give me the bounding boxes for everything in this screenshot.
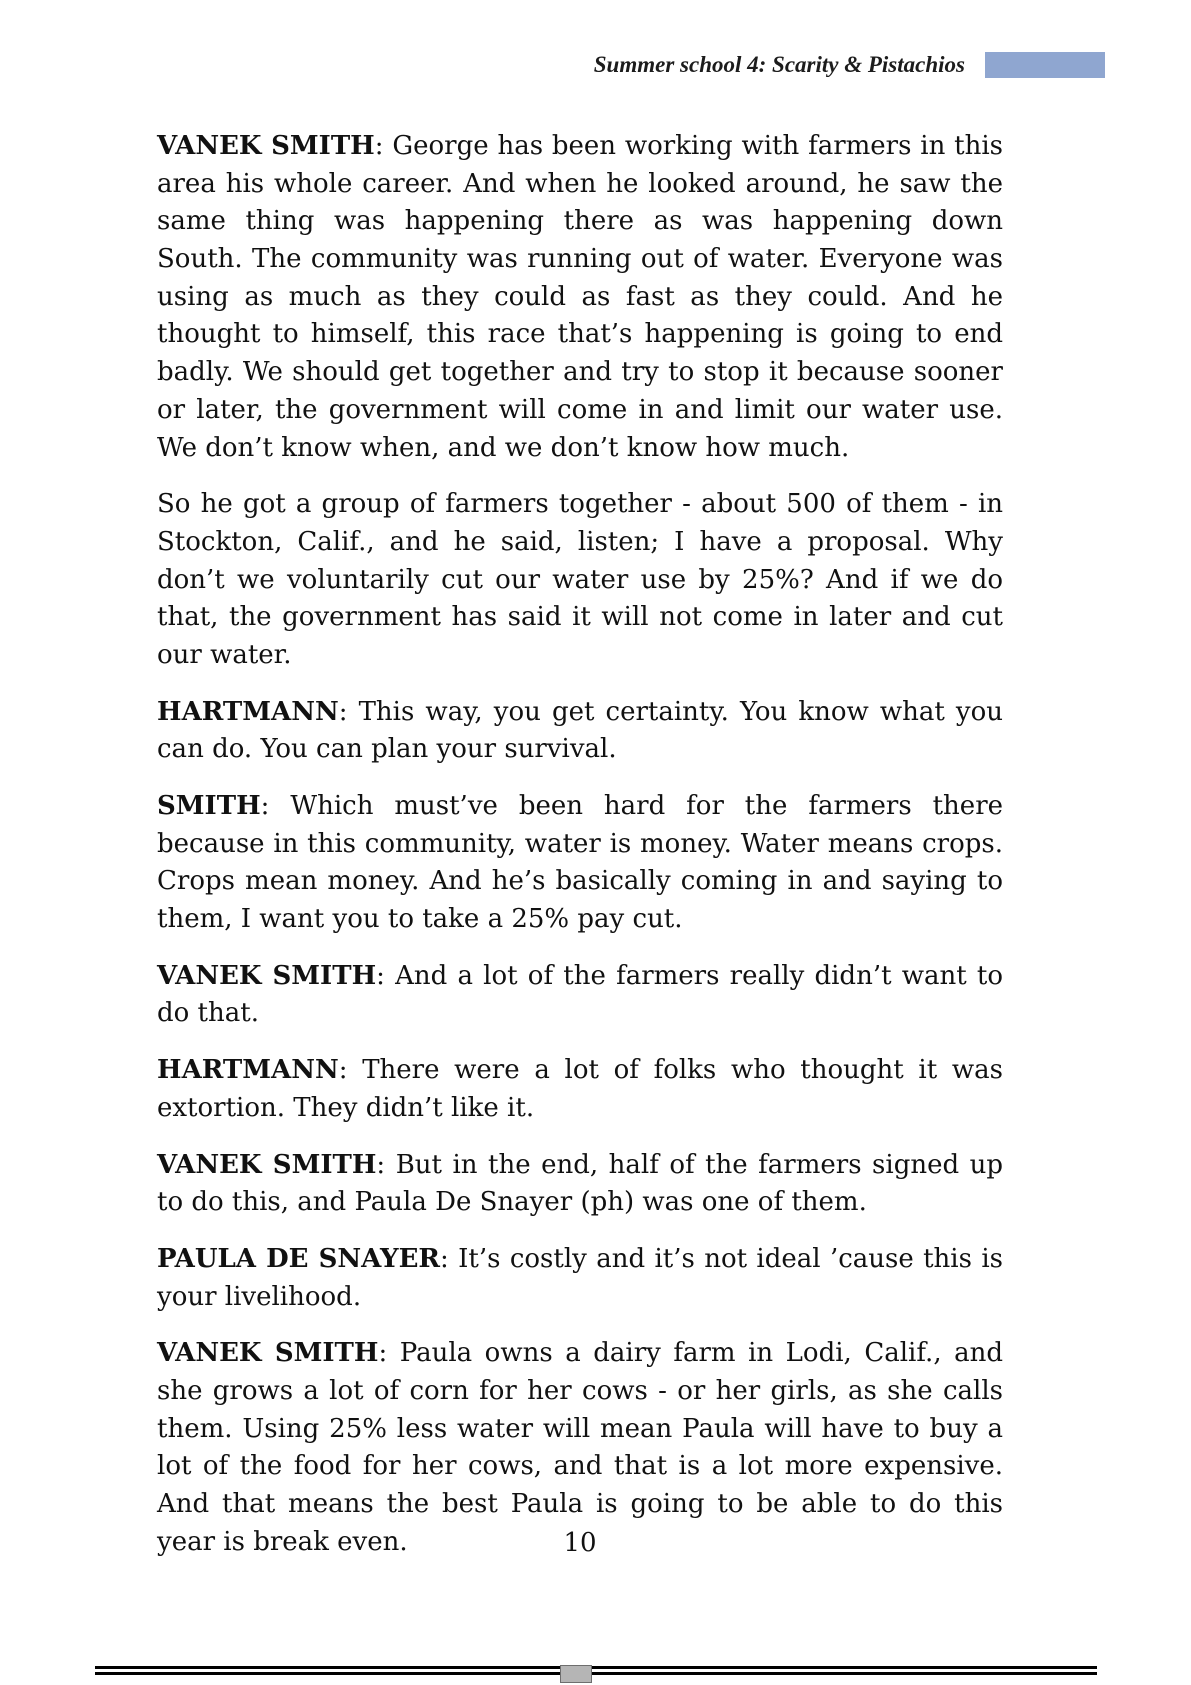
paragraph-text: There were a lot of folks who thought it was extortion. They didn’t like it. [157, 1055, 1003, 1123]
page-number: 10 [563, 1528, 597, 1558]
transcript-paragraph [157, 958, 1003, 1033]
speaker-name: VANEK SMITH [157, 131, 375, 161]
paragraph-text: Which must’ve been hard for the farmers there because in this community, water is money. Water means crops. Crops mean money. And he’s basically coming in and saying to them, I want you to take a 25% pay cut. [157, 791, 1004, 935]
speaker-separator: : [376, 960, 396, 991]
paragraph-text: Paula owns a dairy farm in Lodi, Calif., and she grows a lot of corn for her cows - or her girls, as she calls them. Using 25% less water will mean Paula will have to buy a lot of the food for her cows, and that is a lot more expensive. And that means the best Paula is going to be able to do this year is break even. [157, 1338, 1003, 1557]
paragraph-text: And a lot of the farmers really didn’t want to do that. [157, 960, 1003, 1029]
transcript-paragraph [157, 1147, 1003, 1222]
bottom-divider [95, 1666, 1097, 1675]
transcript-paragraph [157, 128, 1003, 467]
speaker-name: VANEK SMITH [157, 1149, 377, 1180]
speaker-name: VANEK SMITH [157, 1338, 379, 1369]
transcript-paragraph [157, 788, 1003, 939]
transcript-paragraph [157, 1052, 1003, 1127]
running-header-title: Summer school 4: Scarity & Pistachios [593, 52, 965, 77]
transcript-paragraph [157, 486, 1003, 674]
speaker-name: HARTMANN [157, 696, 339, 727]
transcript-paragraph [157, 1241, 1003, 1316]
speaker-separator: : [376, 1149, 396, 1180]
paragraph-text: But in the end, half of the farmers signed up to do this, and Paula De Snayer (ph) was one of them. [157, 1149, 1003, 1218]
speaker-name: VANEK SMITH [157, 960, 377, 991]
paragraph-text: This way, you get certainty. You know what you can do. You can plan your survival. [157, 696, 1003, 765]
transcript-paragraph [157, 694, 1003, 769]
speaker-separator: : [374, 131, 393, 161]
speaker-separator: : [378, 1338, 400, 1369]
speaker-name: HARTMANN [157, 1055, 339, 1086]
paragraph-text: So he got a group of farmers together - about 500 of them - in Stockton, Calif., and he said, listen; I have a proposal. Why don’t we voluntarily cut our water use by 25%? And if we do that, the government has said it will not come in later and cut our water. [157, 489, 1003, 670]
header-accent-bar [985, 52, 1105, 78]
page-header [0, 0, 1191, 78]
paragraph-text: George has been working with farmers in this area his whole career. And when he looked around, he saw the same thing was happening there as was happening down South. The community was running out of water. Everyone was using as much as they could as fast as they could. And he thought to himself, this race that’s happening is going to end badly. We should get together and try to stop it because sooner or later, the government will come in and limit our water use. We don’t know when, and we don’t know how much. [157, 131, 1003, 463]
divider-handle[interactable] [560, 1665, 592, 1683]
speaker-name: PAULA DE SNAYER [157, 1243, 441, 1274]
page-footer [157, 1528, 1003, 1558]
paragraph-text: It’s costly and it’s not ideal ’cause this is your livelihood. [157, 1243, 1003, 1312]
speaker-separator: : [260, 791, 291, 821]
transcript [0, 78, 1191, 1561]
speaker-name: SMITH [157, 791, 261, 821]
speaker-separator: : [338, 696, 359, 727]
speaker-separator: : [338, 1055, 363, 1086]
speaker-separator: : [440, 1243, 459, 1274]
